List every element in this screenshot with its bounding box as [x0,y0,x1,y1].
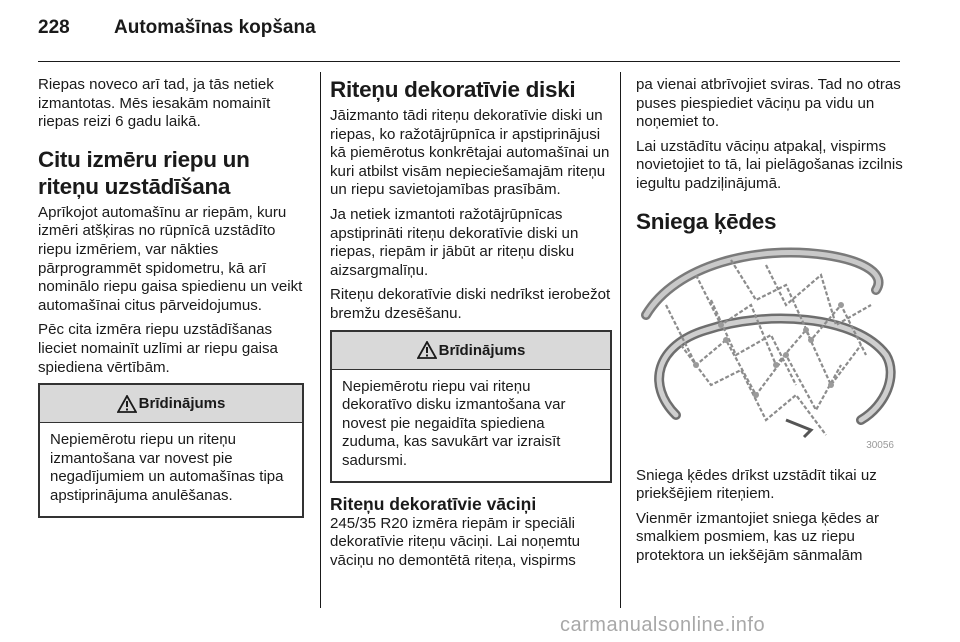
warning-header [40,385,302,423]
section-heading-snow-chains: Sniega ķēdes [636,208,777,234]
column-divider [620,72,621,608]
warning-triangle-icon [417,341,437,359]
page-number: 228 [38,17,70,38]
warning-title: Brīdinājums [438,341,526,359]
column-divider [320,72,321,608]
header-rule [38,61,900,62]
paragraph: Lai uzstādītu vāciņu atpakaļ, vispirms novietojiet to tā, lai pielāgošanas izcilnis iegultu padziļinājumā. [636,137,903,192]
snow-chain-illustration [636,245,898,453]
watermark: carmanualsonline.info [560,614,766,636]
section-heading-tyre-size: Citu izmēru riepu un riteņu uzstādīšana [38,146,250,199]
paragraph: Riepas noveco arī tad, ja tās netiek izmantotas. Mēs iesakām nomainīt riepas reizi 6 gadu laikā. [38,76,274,131]
paragraph: Aprīkojot automašīnu ar riepām, kuru izmēri atšķiras no rūpnīcā uzstādīto riepu izmēriem, var nākties pārprogrammēt spidometru, kā arī nominālo riepu gaisa spiedienu un veikt automašīnai citus pārveidojumus. [38,203,303,314]
figure-code: 30056 [866,439,894,451]
paragraph: 245/35 R20 izmēra riepām ir speciāli dekoratīvie riteņu vāciņi. Lai noņemtu vāciņu no demontētā riteņa, vispirms [330,514,581,569]
warning-box [38,383,304,517]
column-1 [38,76,304,526]
paragraph: pa vienai atbrīvojiet sviras. Tad no otras puses piespiediet vāciņu pa vidu un noņemiet to. [636,76,901,131]
column-2 [330,76,612,576]
paragraph: Sniega ķēdes drīkst uzstādīt tikai uz priekšējiem riteņiem. [636,466,877,503]
column-3 [636,76,904,572]
warning-triangle-icon [117,395,137,413]
section-heading-wheel-covers: Riteņu dekoratīvie diski [330,77,576,102]
warning-box [330,330,612,483]
paragraph: Riteņu dekoratīvie diski nedrīkst ierobežot bremžu dzesēšanu. [330,286,611,322]
warning-header [332,332,610,370]
paragraph: Vienmēr izmantojiet sniega ķēdes ar smalkiem posmiem, kas uz riepu protektora un iekšējām sānmalām [636,509,880,564]
paragraph: Ja netiek izmantoti ražotājrūpnīcas apstiprināti riteņu dekoratīvie diski un riepas, riepām ir jābūt ar riteņu disku aizsargmalīņu. [330,205,579,279]
page-header [38,17,316,47]
section-heading-wheel-caps: Riteņu dekoratīvie vāciņi [330,493,537,514]
warning-text: Nepiemērotu riepu vai riteņu dekoratīvo disku izmantošana var novest pie negaidīta spiediena zuduma, kas savukārt var izraisīt sadursmi. [342,377,566,469]
paragraph: Jāizmanto tādi riteņu dekoratīvie diski un riepas, ko ražotājrūpnīca ir apstiprinājusi kā piemērotus konkrētajai automašīnai un kuri atbilst visām nepieciešamajām riteņu un riepu savietojamības prasībām. [330,107,610,199]
warning-title: Brīdinājums [138,395,226,413]
chapter-title: Automašīnas kopšana [114,17,316,38]
snow-chain-icon [636,245,898,453]
paragraph: Pēc cita izmēra riepu uzstādīšanas lieciet nomainīt uzlīmi ar riepu gaisa spiediena vērtībām. [38,321,278,376]
warning-text: Nepiemērotu riepu un riteņu izmantošana var novest pie negadījumiem un automašīnas tipa apstiprinājuma anulēšanas. [50,431,284,504]
